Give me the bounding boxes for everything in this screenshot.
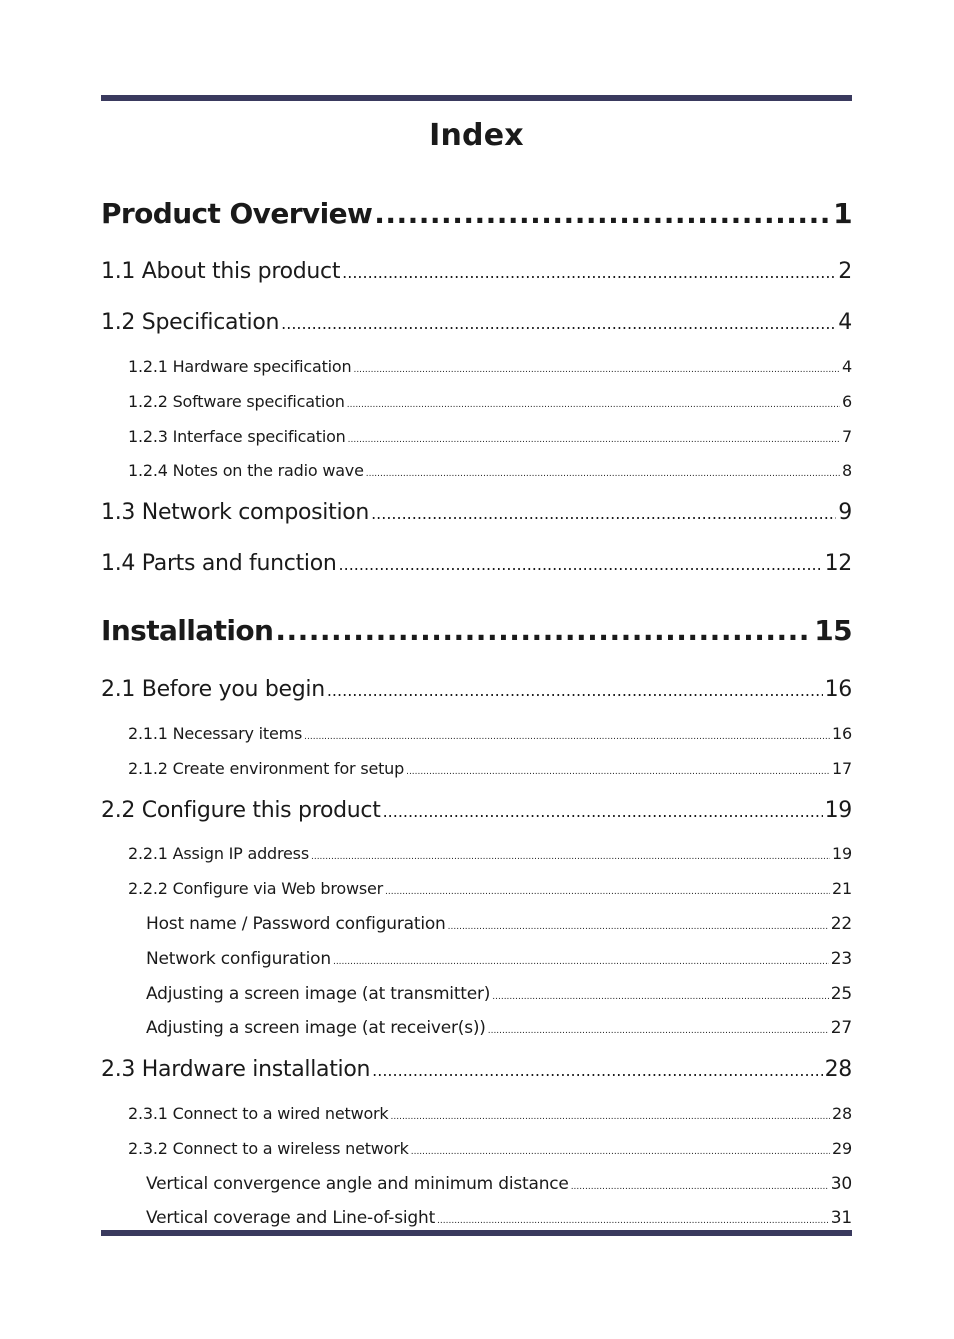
toc-entry-label: Network configuration: [146, 949, 331, 969]
toc-entry-label: 1.2.2 Software specification: [128, 392, 345, 411]
toc-entry-network-configuration[interactable]: [146, 949, 852, 969]
dot-leader: [492, 992, 829, 1002]
toc-entry-page: 12: [824, 551, 852, 576]
toc-entry-2-3[interactable]: [101, 1057, 852, 1082]
toc-entry-label: 2.1.2 Create environment for setup: [128, 759, 405, 778]
toc-entry-adjust-transmitter[interactable]: [146, 984, 852, 1004]
toc-entry-page: 2: [838, 259, 852, 284]
toc-entry-label: 2.1.1 Necessary items: [128, 724, 303, 743]
dot-leader: [339, 555, 823, 574]
toc-entry-label: 2.2 Configure this product: [101, 798, 381, 823]
toc-entry-page: 6: [842, 392, 852, 411]
toc-entry-1-2-4[interactable]: [128, 461, 852, 480]
dot-leader: [374, 197, 831, 230]
dot-leader: [327, 681, 823, 700]
toc-entry-page: 8: [842, 461, 852, 480]
dot-leader: [348, 435, 840, 445]
dot-leader: [385, 887, 830, 897]
dot-leader: [342, 263, 836, 282]
toc-entry-label: Vertical convergence angle and minimum distance: [146, 1174, 569, 1194]
toc-entry-label: Product Overview: [101, 197, 373, 230]
toc-entry-page: 23: [830, 949, 852, 969]
top-rule: [101, 95, 852, 101]
toc-entry-2-2-2[interactable]: [128, 879, 852, 898]
toc-entry-vertical-coverage[interactable]: [146, 1208, 852, 1228]
toc-entry-1-4[interactable]: [101, 551, 852, 576]
toc-entry-label: Vertical coverage and Line-of-sight: [146, 1208, 436, 1228]
toc-entry-product-overview[interactable]: [101, 197, 852, 230]
dot-leader: [371, 504, 836, 523]
toc-entry-2-1[interactable]: [101, 677, 852, 702]
toc-entry-page: 19: [832, 844, 852, 863]
toc-entry-2-2[interactable]: [101, 798, 852, 823]
toc-entry-label: 2.3.2 Connect to a wireless network: [128, 1139, 409, 1158]
dot-leader: [333, 957, 829, 967]
toc-entry-label: 1.2.4 Notes on the radio wave: [128, 461, 364, 480]
toc-entry-vertical-convergence[interactable]: [146, 1174, 852, 1194]
dot-leader: [275, 614, 812, 647]
toc-entry-page: 22: [830, 914, 852, 934]
toc-entry-page: 29: [832, 1139, 852, 1158]
toc-entry-2-3-1[interactable]: [128, 1104, 852, 1123]
toc-entry-2-1-1[interactable]: [128, 724, 852, 743]
toc-entry-page: 15: [814, 614, 852, 647]
toc-entry-page: 27: [830, 1018, 852, 1038]
toc-entry-label: Installation: [101, 614, 274, 647]
toc-entry-label: Host name / Password configuration: [146, 914, 446, 934]
toc-entry-installation[interactable]: [101, 614, 852, 647]
toc-entry-page: 16: [832, 724, 852, 743]
dot-leader: [304, 732, 830, 742]
dot-leader: [372, 1061, 822, 1080]
toc-entry-1-3[interactable]: [101, 500, 852, 525]
bottom-rule: [101, 1230, 852, 1236]
dot-leader: [411, 1147, 830, 1157]
toc-entry-2-3-2[interactable]: [128, 1139, 852, 1158]
dot-leader: [406, 767, 830, 777]
dot-leader: [311, 852, 830, 862]
toc-entry-label: 1.2 Specification: [101, 310, 280, 335]
toc-entry-label: 2.1 Before you begin: [101, 677, 325, 702]
dot-leader: [391, 1112, 831, 1122]
toc-entry-page: 4: [838, 310, 852, 335]
toc-entry-page: 25: [830, 984, 852, 1004]
dot-leader: [437, 1216, 829, 1226]
toc-entry-page: 17: [832, 759, 852, 778]
toc-entry-1-2-1[interactable]: [128, 357, 852, 376]
dot-leader: [347, 400, 840, 410]
toc-entry-label: 2.2.2 Configure via Web browser: [128, 879, 384, 898]
toc-entry-label: 2.3 Hardware installation: [101, 1057, 371, 1082]
toc-entry-label: 1.2.1 Hardware specification: [128, 357, 352, 376]
toc-entry-page: 4: [842, 357, 852, 376]
toc-entry-1-2[interactable]: [101, 310, 852, 335]
toc-entry-label: 2.2.1 Assign IP address: [128, 844, 309, 863]
toc-entry-page: 19: [824, 798, 852, 823]
dot-leader: [366, 469, 840, 479]
dot-leader: [281, 314, 836, 333]
toc-entry-page: 1: [833, 197, 852, 230]
toc-entry-host-name-password[interactable]: [146, 914, 852, 934]
toc-entry-page: 31: [830, 1208, 852, 1228]
toc-entry-label: 1.2.3 Interface specification: [128, 427, 346, 446]
dot-leader: [383, 802, 823, 821]
toc-entry-label: 1.4 Parts and function: [101, 551, 337, 576]
toc-entry-page: 7: [842, 427, 852, 446]
toc-entry-label: Adjusting a screen image (at receiver(s)): [146, 1018, 486, 1038]
toc-entry-page: 28: [832, 1104, 852, 1123]
toc-entry-label: 2.3.1 Connect to a wired network: [128, 1104, 389, 1123]
toc-entry-1-1[interactable]: [101, 259, 852, 284]
toc-entry-page: 30: [830, 1174, 852, 1194]
toc-entry-2-1-2[interactable]: [128, 759, 852, 778]
dot-leader: [448, 922, 829, 932]
toc-entry-page: 16: [824, 677, 852, 702]
toc-entry-label: 1.1 About this product: [101, 259, 341, 284]
toc-entry-adjust-receiver[interactable]: [146, 1018, 852, 1038]
toc-entry-page: 28: [824, 1057, 852, 1082]
dot-leader: [571, 1182, 829, 1192]
toc-entry-page: 21: [832, 879, 852, 898]
toc-entry-label: 1.3 Network composition: [101, 500, 370, 525]
toc-entry-1-2-3[interactable]: [128, 427, 852, 446]
dot-leader: [488, 1026, 829, 1036]
dot-leader: [353, 365, 840, 375]
toc-entry-label: Adjusting a screen image (at transmitter): [146, 984, 491, 1004]
page-title: Index: [429, 118, 524, 153]
toc-entry-2-2-1[interactable]: [128, 844, 852, 863]
toc-entry-1-2-2[interactable]: [128, 392, 852, 411]
toc-entry-page: 9: [838, 500, 852, 525]
